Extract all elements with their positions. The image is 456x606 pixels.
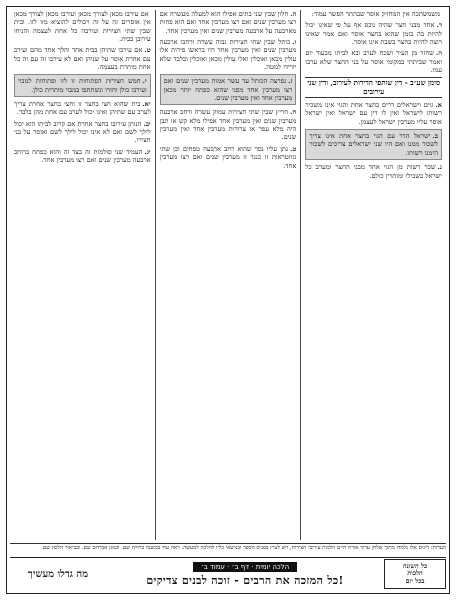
paragraph: אם עירבו מכאן לצורך מכאן ועירבו מכאן לצורך מכאן אין אוסרים זה על זה ויכולים להוציא מזו לזו. ובית שבין שתי חצירות ועירבה כל אחת לעצמה והניחו עירובן בבית.: [13, 10, 151, 44]
paragraph: משמשתכה אין המחזיק אוסר שבהתר הפשר עמוד:: [311, 10, 440, 18]
paragraph-highlighted: ב.ישראל הדר עם הגוי בחצר אחת אינו צריך לשכור ממנו ואם היו שני ישראלים צריכים לשכור הימנו רשותו.: [305, 129, 442, 160]
paragraph: ו.כותל שבין שתי חצירות גבוה עשרה ורחבו ארבעה מערבין שנים ואין מערבין אחד היו בראשו פירות אלו עולין מכאן ואוכלין ואלו עולין מכאן ואוכלין ובלבד שלא יורידו למטה.: [159, 38, 297, 72]
paragraph: ה.שחזר מן העיר ושכח לערב ובא לביתו מבעוד יום ואמר שביתתי במקומי אוסר על בני החצר שלא ערבו עמו.: [305, 49, 442, 75]
column-right: [301, 10, 446, 540]
page-frame: [6, 6, 450, 594]
paragraph: ה.חלון שבין שני בתים אפילו הוא למעלה מעשרה אם רצו מערבין שנים ואם רצו מערבין אחד ואם הוא פחות מארבעה על ארבעה מערבין שנים ואין מערבין אחד.: [159, 10, 297, 35]
paragraph: א.גוים וישראלים דרים בחצר אחת והגוי אינו משכיר רשותו לישראל ואין לו דין עם ישראל ואין ישראל אוסר עליו מערבין ישראל לעצמן.: [305, 101, 442, 126]
section-heading: סימן שע״ב - דין שותפי הדירות לעירוב, ודין שני עירובים: [305, 77, 442, 98]
paragraph-highlighted: י.חמש חצירות הפתוחות זו לזו ופתוחות למבוי ועירבו כולן וחזרו ונשתתפו במבוי מותרות כולן.: [14, 74, 151, 97]
paragraph: יב.הנותן עירובו בחצר אחרת אם קרוב לביתו הוא יכול לילך לשם ואם לא אינו יכול לילך לשם ואוסר על בני חצירו.: [13, 119, 151, 145]
paragraph: יג.העמיד שני סולמות זה בצד זה והוא כפתח ברוחב ארבעה מערבין שנים ואם רצו מערבין אחד.: [13, 147, 151, 165]
logo-box: כל השונה הלכות בכל יום: [384, 559, 446, 589]
banner-center: [106, 562, 384, 587]
text-columns: [10, 10, 446, 540]
paragraph: ט.אם עירבו שתיהן בבית אחד והלך אחד מהם ועירב עם אחרת אוסר על שניהן ואם לא עירבו זה עם זה כל אחת מותרת בעצמה.: [13, 46, 151, 72]
publisher-logo: מה גדלו מעשיך: [27, 568, 89, 580]
page-label: הלכה יומית · דף ב׳ · עמוד ב׳: [193, 562, 297, 572]
paragraph-highlighted: ז.נפרצה הכותל עד עשר אמות מערבין שנים ואם רצו מערבין אחד מפני שהוא כפתח יותר מכאן מערבין אחד ואין מערבין שנים.: [160, 74, 297, 105]
slogan: !כל המזכה את הרבים - זוכה לבנים צדיקים: [146, 573, 344, 587]
paragraph: ט.נתן עליו נסר שהוא רחב ארבעה טפחים וכן שתי גזוזטראות זו כנגד זו מערבין שנים ואם רצו מערבין אחד.: [159, 144, 297, 170]
footer-note: הערות: דינים אלו נלמדו מתוך שלחן ערוך אורח חיים הלכות עירובי חצירות, ויש לעיין בפנים הספר ובנושאי כליו להלכה למעשה. ראה עוד במשנה ברורה שם. ובמגן אברהם שם. ובביאור הלכה שם.: [10, 543, 446, 559]
column-middle: [156, 10, 302, 540]
column-left: [10, 10, 156, 540]
paragraph: ג.שכר רשות מן הגוי אחד מבני החצר ומערב כל ישראל בשבילו ומותרין כולם.: [305, 163, 442, 180]
paragraph: ד.אחד מבני חצר שהיה נוכס אף על פי שאינו יכול להיות בה בזמן שהוא בחצר אוסר ואם אמר שאינו רוצה להיות בחצר בשבת אינו אוסר.: [305, 21, 442, 47]
bottom-banner: [10, 557, 446, 590]
paragraph: יא.בית שהוא חצי בחצר זו וחצי בחצר אחרת צריך לערב עם שתיהן ואינו יכול לערב עם אחת מהן בלבד.: [13, 100, 151, 117]
paragraph: ח.חריץ שבין שתי חצירות עמוק עשרה ורחב ארבעה מערבין שנים ואין מערבין אחד אפילו מלא קש או תבן היה מלא עפר או צרורות מערבין אחד ואין מערבין שנים.: [159, 108, 297, 142]
